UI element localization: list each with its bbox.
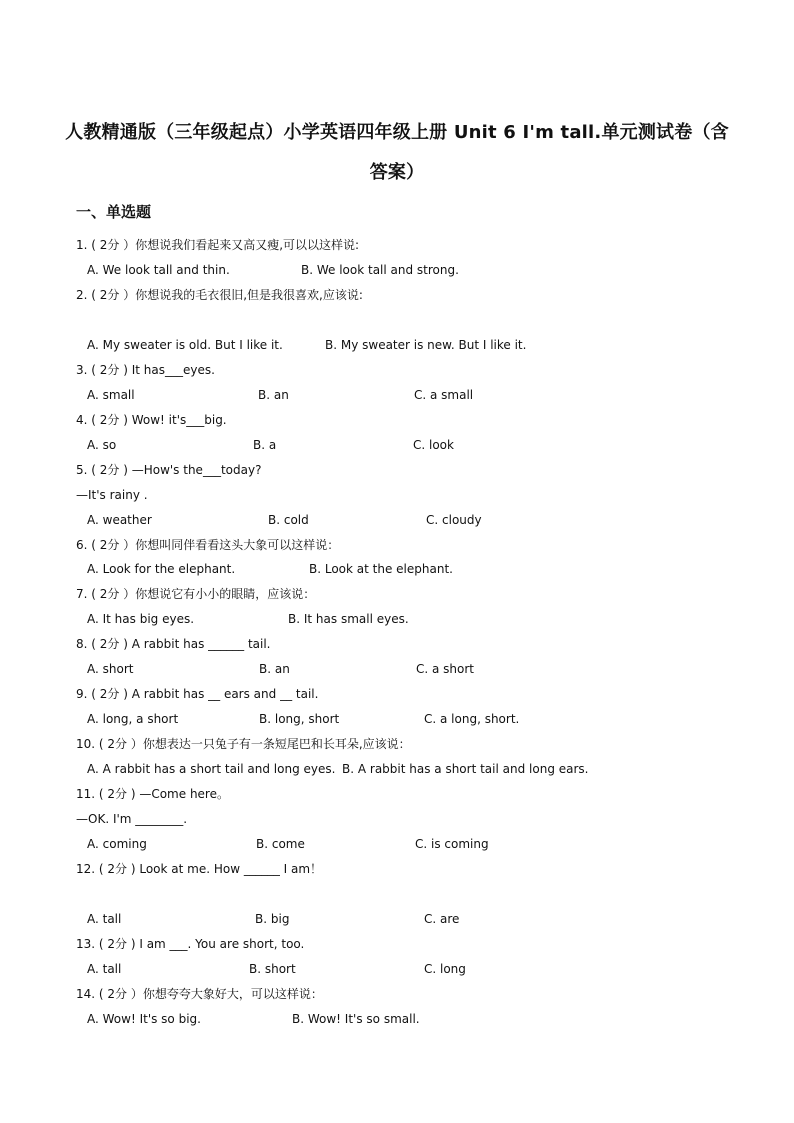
question-stem: 6. ( 2分 ）你想叫同伴看看这头大象可以这样说：: [76, 538, 340, 552]
answer-option: A. small: [87, 388, 135, 402]
answer-option: B. an: [258, 388, 289, 402]
question-dialogue-line: —OK. I'm ________.: [76, 812, 188, 826]
answer-option: A. A rabbit has a short tail and long eyes.: [87, 762, 336, 776]
question-stem: 3. ( 2分 ) It has___eyes.: [76, 363, 215, 377]
answer-option: B. My sweater is new. But I like it.: [325, 338, 527, 352]
answer-option: B. Look at the elephant.: [309, 562, 453, 576]
answer-option: A. long, a short: [87, 712, 179, 726]
answer-option: C. a small: [414, 388, 474, 402]
answer-option: A. Wow! It's so big.: [87, 1012, 201, 1026]
question-stem: 2. ( 2分 ）你想说我的毛衣很旧,但是我很喜欢,应该说:: [76, 288, 363, 302]
section-heading: 一、单选题: [76, 203, 152, 221]
answer-option: A. It has big eyes.: [87, 612, 195, 626]
answer-option: B. come: [256, 837, 305, 851]
question-stem: 4. ( 2分 ) Wow! it's___big.: [76, 413, 227, 427]
question-stem: 12. ( 2分 ) Look at me. How ______ I am！: [76, 862, 323, 876]
question-stem: 8. ( 2分 ) A rabbit has ______ tail.: [76, 637, 271, 651]
answer-option: A. My sweater is old. But I like it.: [87, 338, 283, 352]
question-stem: 14. ( 2分 ）你想夸夸大象好大，可以这样说：: [76, 987, 323, 1001]
answer-option: C. cloudy: [426, 513, 482, 527]
answer-option: A. tall: [87, 912, 122, 926]
answer-option: A. so: [87, 438, 117, 452]
document-title: [60, 113, 734, 193]
title-line-1: 人教精通版（三年级起点）小学英语四年级上册 Unit 6 I'm tall.单元测试卷（含: [65, 122, 729, 143]
answer-option: A. Look for the elephant.: [87, 562, 236, 576]
answer-option: B. long, short: [259, 712, 340, 726]
answer-option: C. a long, short.: [424, 712, 520, 726]
answer-option: B. a: [253, 438, 277, 452]
question-stem: 11. ( 2分 ) —Come here。: [76, 787, 229, 801]
answer-option: C. look: [413, 438, 454, 452]
answer-option: C. a short: [416, 662, 475, 676]
question-stem: 5. ( 2分 ) —How's the___today?: [76, 463, 262, 477]
answer-option: C. long: [424, 962, 466, 976]
title-line-2: 答案）: [369, 162, 425, 183]
answer-option: C. are: [424, 912, 460, 926]
answer-option: B. cold: [268, 513, 309, 527]
question-stem: 9. ( 2分 ) A rabbit has __ ears and __ tail.: [76, 687, 319, 701]
answer-option: B. short: [249, 962, 296, 976]
question-dialogue-line: —It's rainy .: [76, 488, 148, 502]
question-stem: 1. ( 2分 ）你想说我们看起来又高又瘦,可以以这样说:: [76, 238, 360, 252]
answer-option: B. Wow! It's so small.: [292, 1012, 420, 1026]
answer-option: A. short: [87, 662, 134, 676]
answer-option: A. coming: [87, 837, 147, 851]
answer-option: A. tall: [87, 962, 122, 976]
answer-option: A. We look tall and thin.: [87, 263, 230, 277]
answer-option: B. big: [255, 912, 290, 926]
answer-option: B. We look tall and strong.: [301, 263, 459, 277]
answer-option: B. It has small eyes.: [288, 612, 409, 626]
answer-option: B. A rabbit has a short tail and long ears.: [342, 762, 589, 776]
question-stem: 13. ( 2分 ) I am ___. You are short, too.: [76, 937, 305, 951]
answer-option: A. weather: [87, 513, 152, 527]
question-stem: 7. ( 2分 ）你想说它有小小的眼睛，应该说：: [76, 587, 316, 601]
question-stem: 10. ( 2分 ）你想表达一只兔子有一条短尾巴和长耳朵,应该说：: [76, 737, 411, 751]
answer-option: C. is coming: [415, 837, 489, 851]
answer-option: B. an: [259, 662, 290, 676]
